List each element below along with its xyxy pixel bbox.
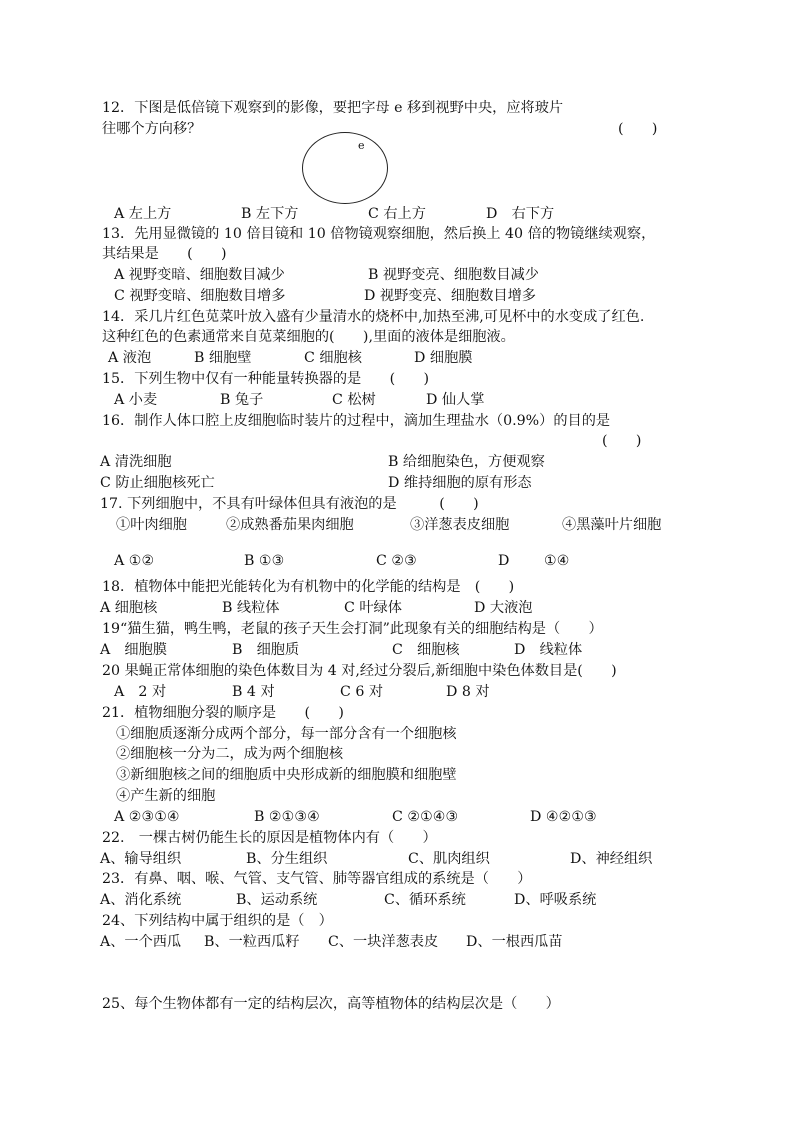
q20-option-d[interactable]: D 8 对 (446, 684, 490, 700)
q16-option-d[interactable]: D 维持细胞的原有形态 (388, 475, 532, 491)
q15-line1: 15．下列生物中仅有一种能量转换器的是 ( ) (102, 371, 430, 387)
q20-option-c[interactable]: C 6 对 (340, 684, 384, 700)
q23-option-a[interactable]: A、消化系统 (100, 892, 182, 908)
q15-option-d[interactable]: D 仙人掌 (426, 392, 485, 408)
q21-option-a[interactable]: A ②③①④ (114, 809, 180, 825)
q14-line1: 14．采几片红色苋菜叶放入盛有少量清水的烧杯中,加热至沸,可见杯中的水变成了红色. (102, 309, 645, 325)
q24-line1: 24、下列结构中属于组织的是（ ） (102, 913, 333, 929)
q21-line1: 21．植物细胞分裂的顺序是 ( ) (102, 705, 344, 721)
q22-options (0, 849, 794, 869)
q25-line1: 25、每个生物体都有一定的结构层次，高等植物体的结构层次是（ ） (102, 996, 560, 1012)
q24-option-c[interactable]: C、一块洋葱表皮 (328, 934, 439, 950)
q23-line1: 23．有鼻、咽、喉、气管、支气管、肺等器官组成的系统是（ ） (102, 871, 532, 887)
q21-step-4: ④产生新的细胞 (116, 788, 216, 804)
q23-option-c[interactable]: C、循环系统 (384, 892, 466, 908)
q18-option-d[interactable]: D 大液泡 (474, 600, 533, 616)
q16-option-a[interactable]: A 清洗细胞 (100, 454, 172, 470)
q19-option-d[interactable]: D 线粒体 (514, 642, 583, 658)
q17-items (0, 515, 794, 535)
q22-option-a[interactable]: A、输导组织 (100, 851, 182, 867)
q24-option-d[interactable]: D、一根西瓜苗 (466, 934, 563, 950)
q13-options-row2 (0, 286, 794, 306)
q19-options (0, 640, 794, 660)
q16-answer-paren: ( ) (602, 433, 642, 449)
q19-option-b[interactable]: B 细胞质 (232, 642, 300, 658)
q24-option-a[interactable]: A、一个西瓜 (100, 934, 182, 950)
q15-options (0, 390, 794, 410)
q21-option-b[interactable]: B ②①③④ (254, 809, 320, 825)
q21-option-d[interactable]: D ④②①③ (530, 809, 597, 825)
q13-option-d[interactable]: D 视野变亮、细胞数目增多 (364, 288, 536, 304)
q12-answer-paren: ( ) (618, 121, 658, 137)
q16-option-c[interactable]: C 防止细胞核死亡 (100, 475, 215, 491)
q17-option-d[interactable]: D (498, 553, 510, 569)
microscope-field-circle (302, 132, 388, 204)
q12-option-d[interactable]: D 右下方 (486, 206, 555, 222)
q17-item-2: ②成熟番茄果肉细胞 (226, 517, 354, 533)
q23-option-b[interactable]: B、运动系统 (236, 892, 318, 908)
q19-line1: 19“猫生猫，鸭生鸭，老鼠的孩子天生会打洞”此现象有关的细胞结构是（ ） (102, 621, 603, 637)
q23-option-d[interactable]: D、呼吸系统 (514, 892, 597, 908)
q21-step-1: ①细胞质逐渐分成两个部分，每一部分含有一个细胞核 (116, 726, 457, 742)
q20-option-a[interactable]: A 2 对 (114, 684, 167, 700)
q14-option-d[interactable]: D 细胞膜 (414, 350, 473, 366)
q21-step-2: ②细胞核一分为二，成为两个细胞核 (116, 746, 344, 762)
q13-line2: 其结果是 ( ) (102, 246, 227, 262)
q12-option-a[interactable]: A 左上方 (114, 206, 172, 222)
q16-options-row2 (0, 473, 794, 493)
q12-line2: 往哪个方向移？ (102, 121, 202, 137)
q15-option-a[interactable]: A 小麦 (114, 392, 158, 408)
q20-options (0, 682, 794, 702)
q16-options-row1 (0, 452, 794, 472)
q18-options (0, 598, 794, 618)
q19-option-c[interactable]: C 细胞核 (392, 642, 460, 658)
q15-option-c[interactable]: C 松树 (332, 392, 376, 408)
q22-option-d[interactable]: D、神经组织 (570, 851, 653, 867)
q13-option-b[interactable]: B 视野变亮、细胞数目减少 (368, 267, 539, 283)
q12-options (0, 204, 794, 224)
q13-option-a[interactable]: A 视野变暗、细胞数目减少 (114, 267, 285, 283)
q14-options (0, 348, 794, 368)
q20-line1: 20 果蝇正常体细胞的染色体数目为 4 对,经过分裂后,新细胞中染色体数目是( ) (102, 663, 617, 679)
q12-option-b[interactable]: B 左下方 (241, 206, 299, 222)
q21-option-c[interactable]: C ②①④③ (392, 809, 459, 825)
q20-option-b[interactable]: B 4 对 (232, 684, 275, 700)
q21-options (0, 807, 794, 827)
q18-option-c[interactable]: C 叶绿体 (344, 600, 402, 616)
q21-step-3: ③新细胞核之间的细胞质中央形成新的细胞膜和细胞壁 (116, 767, 457, 783)
q18-option-b[interactable]: B 线粒体 (222, 600, 280, 616)
q24-options (0, 932, 794, 952)
q19-option-a[interactable]: A 细胞膜 (100, 642, 167, 658)
q17-options (0, 551, 794, 571)
q14-option-c[interactable]: C 细胞核 (304, 350, 362, 366)
q15-option-b[interactable]: B 兔子 (220, 392, 264, 408)
q17-item-1: ①叶肉细胞 (116, 517, 187, 533)
q13-options-row1 (0, 265, 794, 285)
q22-line1: 22. 一棵古树仍能生长的原因是植物体内有（ ） (102, 830, 437, 846)
q17-option-c[interactable]: C ②③ (376, 553, 417, 569)
q13-line1: 13．先用显微镜的 10 倍目镜和 10 倍物镜观察细胞，然后换上 40 倍的物镜继续观察， (102, 226, 656, 242)
q22-option-c[interactable]: C、肌肉组织 (408, 851, 490, 867)
q12-line1: 12．下图是低倍镜下观察到的影像，要把字母 e 移到视野中央，应将玻片 (102, 100, 564, 116)
q16-option-b[interactable]: B 给细胞染色，方便观察 (388, 454, 545, 470)
q17-item-4: ④黑藻叶片细胞 (562, 517, 662, 533)
q17-option-b[interactable]: B ①③ (244, 553, 285, 569)
q17-option-a[interactable]: A ①② (114, 553, 155, 569)
q14-option-a[interactable]: A 液泡 (108, 350, 152, 366)
q22-option-b[interactable]: B、分生组织 (246, 851, 328, 867)
q18-option-a[interactable]: A 细胞核 (100, 600, 158, 616)
q24-option-b[interactable]: B、一粒西瓜籽 (204, 934, 300, 950)
q13-option-c[interactable]: C 视野变暗、细胞数目增多 (114, 288, 286, 304)
q17-option-d-text: ①④ (544, 553, 570, 569)
field-letter-e: e (358, 139, 365, 152)
q23-options (0, 890, 794, 910)
q17-line1: 17. 下列细胞中，不具有叶绿体但具有液泡的是 ( ) (100, 496, 479, 512)
q14-line2: 这种红色的色素通常来自苋菜细胞的( ),里面的液体是细胞液。 (102, 329, 515, 345)
q17-item-3: ③洋葱表皮细胞 (410, 517, 510, 533)
q18-line1: 18．植物体中能把光能转化为有机物中的化学能的结构是 ( ) (102, 579, 515, 595)
q14-option-b[interactable]: B 细胞壁 (194, 350, 252, 366)
q16-line1: 16．制作人体口腔上皮细胞临时装片的过程中，滴加生理盐水（0.9%）的目的是 (102, 413, 611, 429)
q12-option-c[interactable]: C 右上方 (368, 206, 426, 222)
